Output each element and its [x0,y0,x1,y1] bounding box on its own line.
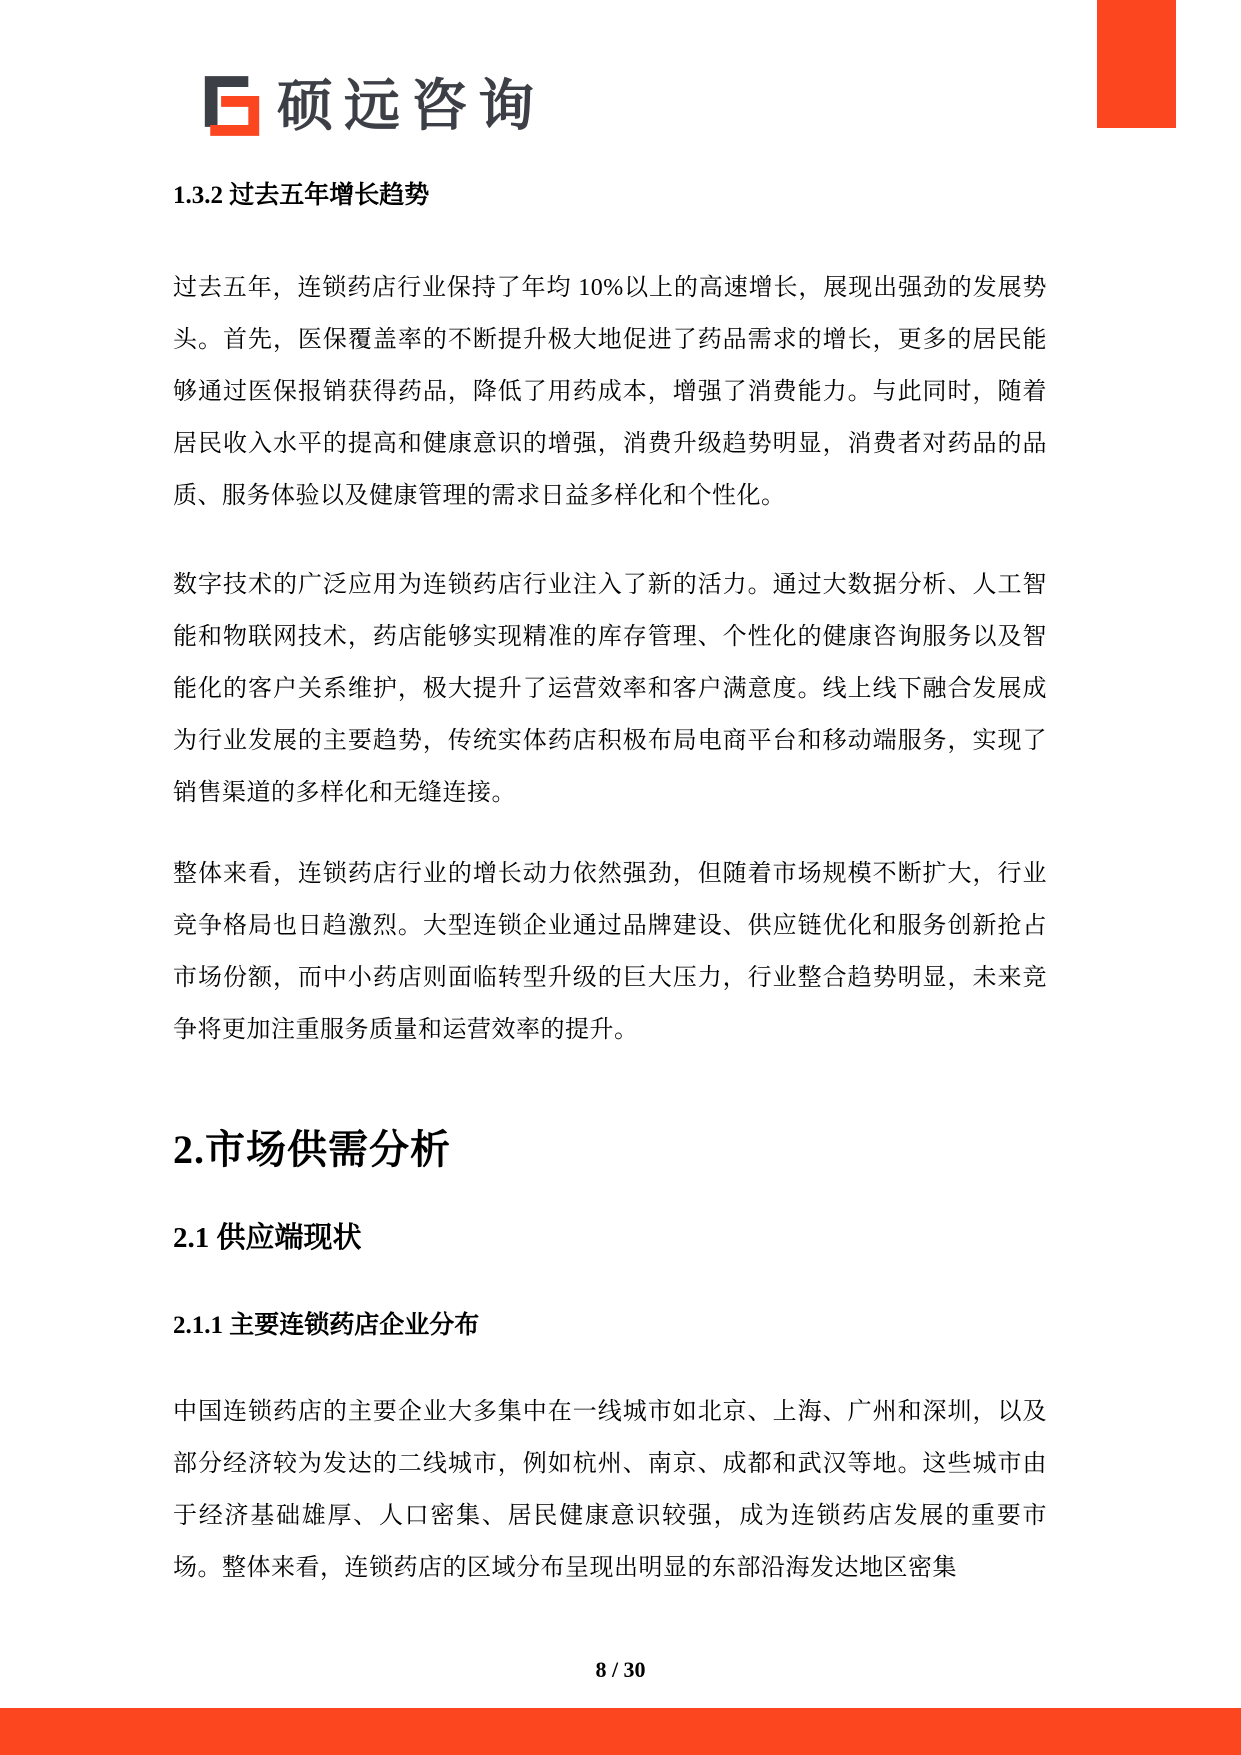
accent-block-top-right [1097,0,1176,128]
heading-market-supply-demand: 2.市场供需分析 [173,1127,451,1172]
brand-logo [203,72,1241,140]
paragraph-growth-overview: 过去五年，连锁药店行业保持了年均 10%以上的高速增长，展现出强劲的发展势头。首先，医保覆盖率的不断提升极大地促进了药品需求的增长，更多的居民能够通过医保报销获得药品，降低了用药成本，增强了消费能力。与此同时，随着居民收入水平的提高和健康意识的增强，消费升级趋势明显，消费者对药品的品质、服务体验以及健康管理的需求日益多样化和个性化。 [173,275,1047,509]
brand-name: 硕远咨询 [277,74,545,137]
heading-chain-pharmacy-distribution: 2.1.1 主要连锁药店企业分布 [173,1312,480,1339]
heading-supply-side-status: 2.1 供应端现状 [173,1222,362,1254]
page-number: 8 / 30 [595,1657,646,1682]
paragraph-digital-technology: 数字技术的广泛应用为连锁药店行业注入了新的活力。通过大数据分析、人工智能和物联网技术，药店能够实现精准的库存管理、个性化的健康咨询服务以及智能化的客户关系维护，极大提升了运营效率和客户满意度。线上线下融合发展成为行业发展的主要趋势，传统实体药店积极布局电商平台和移动端服务，实现了销售渠道的多样化和无缝连接。 [173,572,1047,806]
paragraph-overall-outlook: 整体来看，连锁药店行业的增长动力依然强劲，但随着市场规模不断扩大，行业竞争格局也日趋激烈。大型连锁企业通过品牌建设、供应链优化和服务创新抢占市场份额，而中小药店则面临转型升级的巨大压力，行业整合趋势明显，未来竞争将更加注重服务质量和运营效率的提升。 [173,861,1047,1043]
heading-past-five-year-growth: 1.3.2 过去五年增长趋势 [173,182,430,209]
accent-bar-bottom [0,1708,1241,1755]
brand-logo-icon [203,74,261,138]
paragraph-enterprise-distribution: 中国连锁药店的主要企业大多集中在一线城市如北京、上海、广州和深圳，以及部分经济较为发达的二线城市，例如杭州、南京、成都和武汉等地。这些城市由于经济基础雄厚、人口密集、居民健康意识较强，成为连锁药店发展的重要市场。整体来看，连锁药店的区域分布呈现出明显的东部沿海发达地区密集 [173,1399,1047,1581]
